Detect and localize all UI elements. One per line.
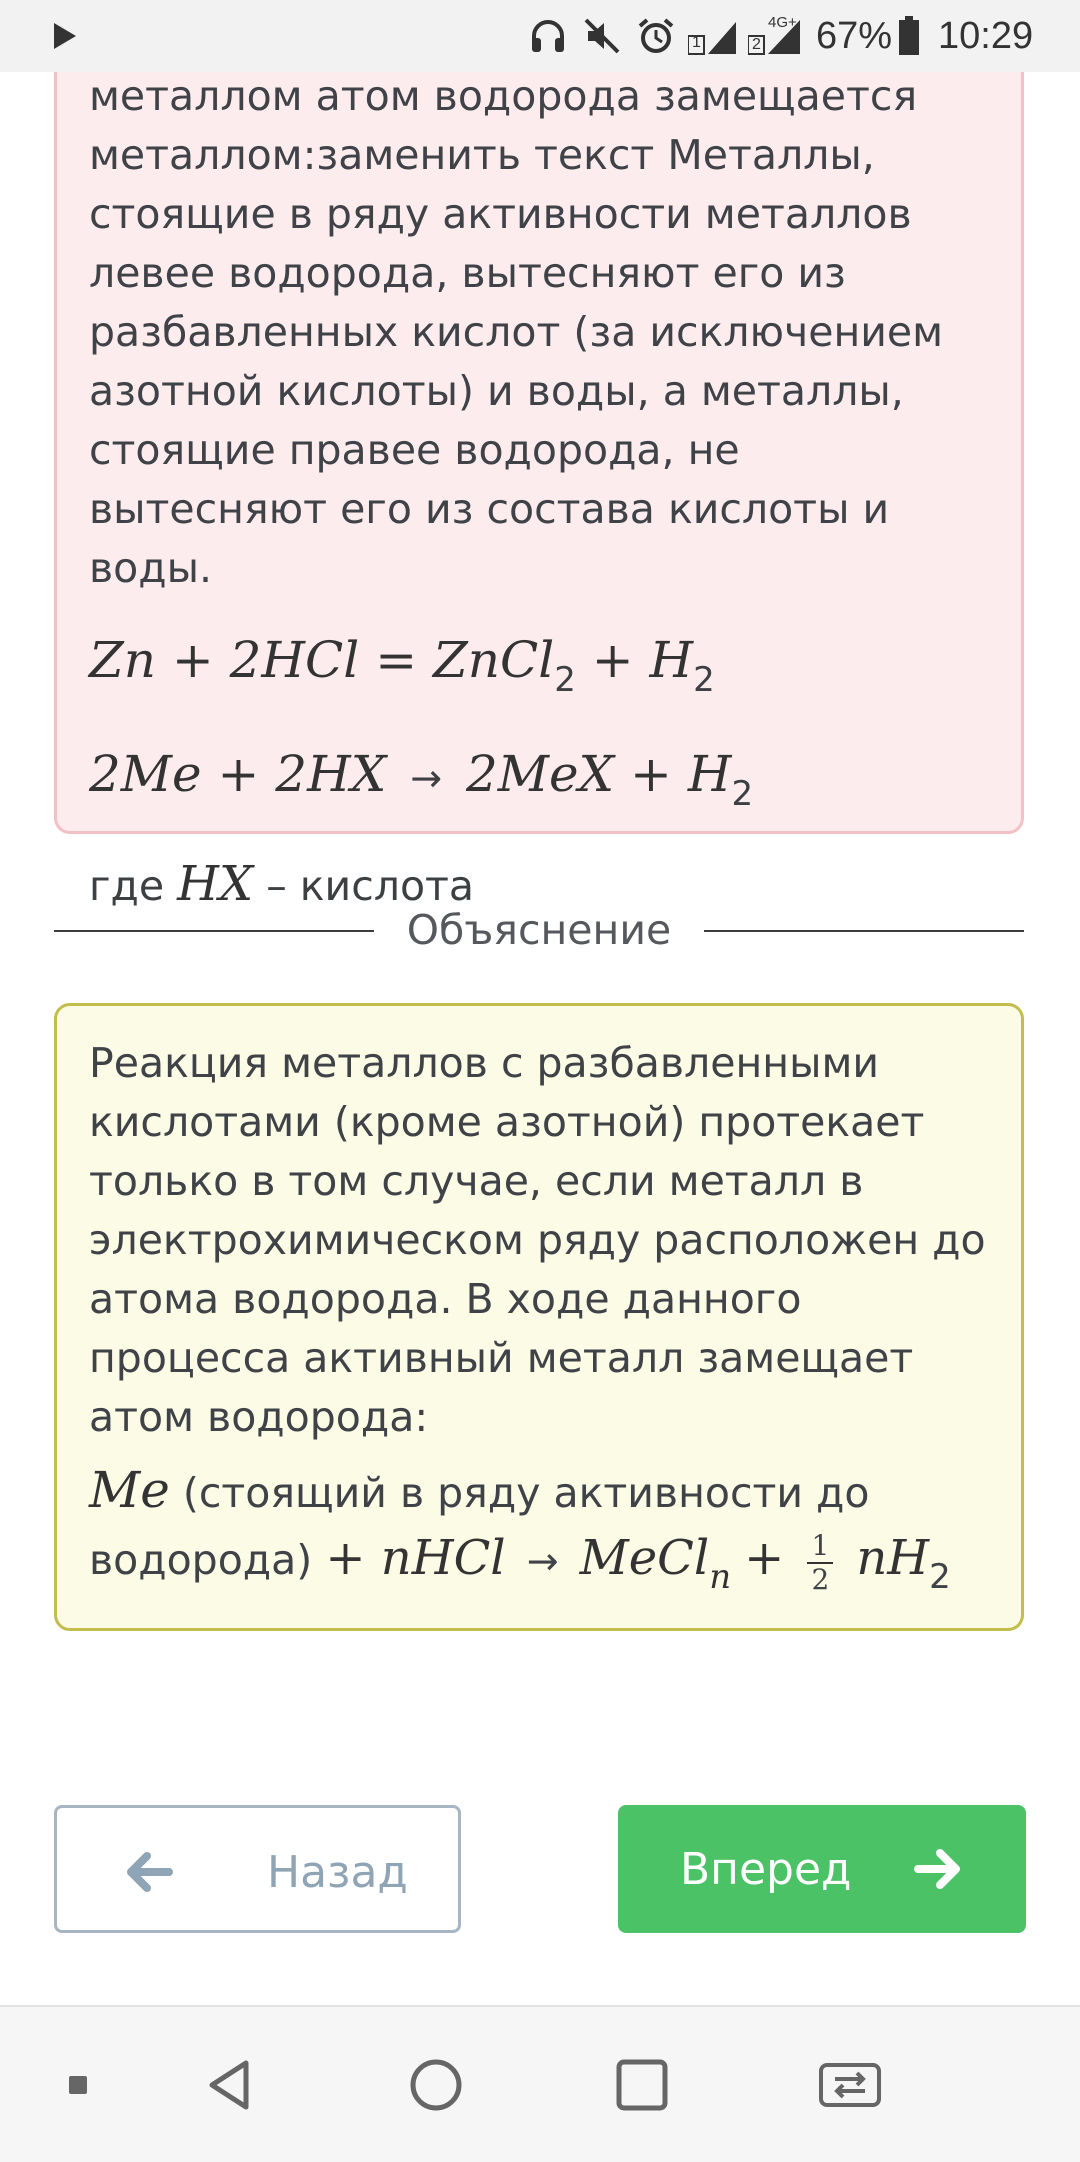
- explanation-plus: +: [744, 1530, 785, 1586]
- explanation-formula-line2: [89, 1529, 989, 1607]
- network-label: 4G+: [768, 14, 797, 31]
- battery-icon: [898, 0, 920, 72]
- explanation-sub-n: n: [709, 1557, 732, 1597]
- signal-sim1-icon: [688, 0, 740, 72]
- back-button-label: Назад: [267, 1846, 408, 1898]
- nav-back-icon[interactable]: [190, 2007, 270, 2162]
- fraction-numerator: 1: [807, 1530, 833, 1564]
- formula1-eq: =: [375, 631, 418, 689]
- explanation-formula-line1: [89, 1461, 989, 1523]
- mute-icon: [582, 0, 622, 72]
- explanation-me: Me: [89, 1461, 170, 1519]
- formula1-lhs: Zn + 2HCl: [89, 631, 360, 689]
- next-button[interactable]: [618, 1805, 1026, 1933]
- explanation-nhcl: + nHCl: [325, 1530, 506, 1586]
- back-button[interactable]: [54, 1805, 461, 1933]
- play-icon: [52, 0, 78, 72]
- formula2-lhs: 2Me + 2HX: [89, 745, 387, 803]
- nav-home-icon[interactable]: [396, 2007, 476, 2162]
- acid-note-suffix: – кислота: [266, 862, 475, 910]
- system-nav-bar: [0, 2005, 1080, 2162]
- alarm-icon: [636, 0, 676, 72]
- divider-label: Объяснение: [406, 906, 672, 954]
- acid-note-math: HX: [177, 856, 254, 912]
- nav-dot-icon: [58, 2007, 98, 2162]
- formula2-arrow: →: [410, 756, 443, 800]
- status-time: 10:29: [938, 14, 1034, 57]
- explanation-sub-2: 2: [929, 1557, 951, 1597]
- explanation-card: [54, 1003, 1024, 1631]
- rule-text: металлом атом водорода замещается металлом:заменить текст Металлы, стоящие в ряду активности металлов левее водорода, вытесняют его из разбавленных кислот (за исключением азотной кислоты) и воды, а металлы, стоящие правее водорода, не вытесняют его из состава кислоты и воды.: [89, 72, 944, 592]
- status-bar: [0, 0, 1080, 72]
- fraction-denominator: 2: [811, 1563, 830, 1596]
- formula1-sub: 2: [554, 660, 576, 700]
- explanation-line1-text: (стоящий в ряду активности до: [182, 1469, 870, 1517]
- explanation-line2-text: водорода): [89, 1536, 313, 1584]
- rule-card: [54, 20, 1024, 912]
- sim2-label: 2: [752, 36, 761, 53]
- arrow-left-icon: [127, 1808, 173, 1936]
- signal-sim2-icon: [748, 0, 804, 72]
- formula1-sub2: 2: [693, 660, 715, 700]
- sim1-label: 1: [692, 34, 701, 51]
- explanation-nh: nH: [856, 1530, 930, 1586]
- fraction-one-half: [807, 1530, 833, 1596]
- formula1-rhs: ZnCl: [433, 631, 555, 689]
- formula-zn-hcl: [89, 620, 989, 720]
- acid-note-prefix: где: [89, 862, 165, 910]
- explanation-arrow: →: [526, 1539, 559, 1583]
- formula1-plus-h: + H: [591, 631, 694, 689]
- explanation-mecl: MeCl: [579, 1530, 710, 1586]
- battery-percent: 67%: [816, 14, 893, 57]
- divider-line-right: [704, 930, 1024, 932]
- arrow-right-icon: [914, 1805, 960, 1933]
- formula2-rhs: 2MeX + H: [465, 745, 732, 803]
- formula-me-hx: [89, 734, 989, 834]
- nav-switch-icon[interactable]: [808, 2007, 892, 2162]
- next-button-label: Вперед: [680, 1843, 852, 1895]
- nav-recents-icon[interactable]: [602, 2007, 682, 2162]
- explanation-text: Реакция металлов с разбавленными кислотами (кроме азотной) протекает только в том случае, если металл в электрохимическом ряду расположен до атома водорода. В ходе данного процесса активный металл замещает атом водорода:: [89, 1039, 986, 1441]
- formula2-sub: 2: [731, 774, 754, 814]
- explanation-divider: [54, 900, 1024, 960]
- headphones-icon: [528, 0, 568, 72]
